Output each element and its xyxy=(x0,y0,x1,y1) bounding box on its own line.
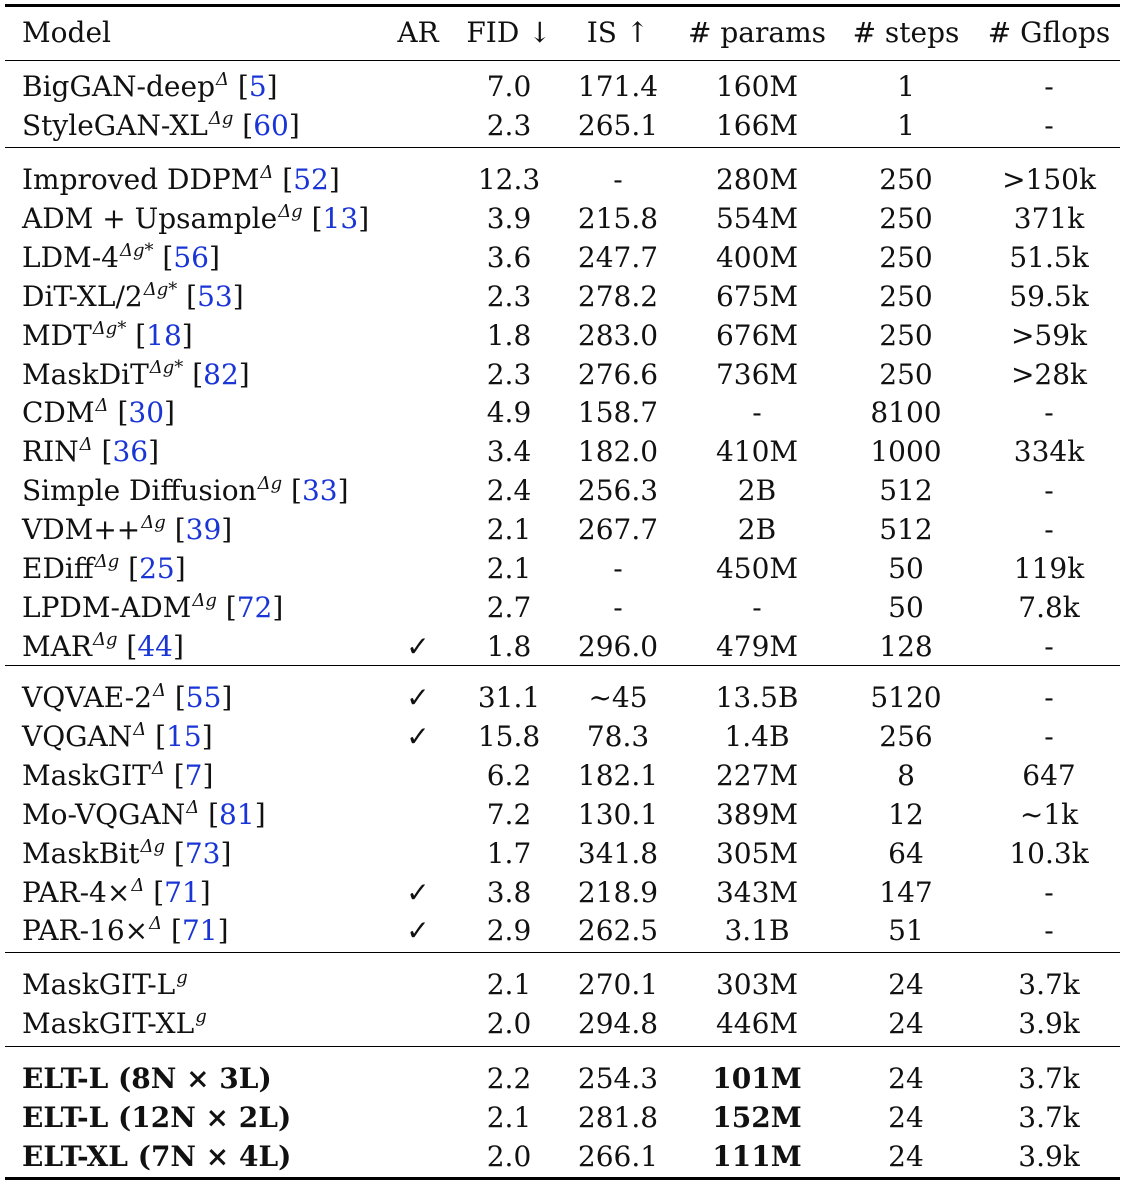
header-is: IS ↑ xyxy=(586,16,650,49)
group-rule xyxy=(5,1046,1120,1047)
is-cell: 281.8 xyxy=(577,1100,659,1134)
citation-link[interactable]: 33 xyxy=(301,474,338,508)
header-gflops: # Gflops xyxy=(987,16,1111,49)
table-row xyxy=(0,1098,1125,1137)
model-superscript: Δg* xyxy=(149,356,184,378)
steps-cell: 24 xyxy=(888,968,924,1001)
params-cell: 111M xyxy=(712,1139,802,1173)
model-name: CDM xyxy=(22,396,95,430)
model-name: Simple Diffusion xyxy=(22,474,257,508)
is-cell: 276.6 xyxy=(577,357,659,391)
model-name: ELT-L (12N × 2L) xyxy=(22,1100,292,1134)
header-model: Model xyxy=(22,16,111,49)
steps-cell: 50 xyxy=(888,590,924,624)
citation-link[interactable]: 18 xyxy=(146,318,182,352)
citation-link[interactable]: 15 xyxy=(166,719,202,753)
steps-cell: 1 xyxy=(897,108,915,142)
model-name-cell: LDM-$4^{\Delta g*}$ [56] xyxy=(22,239,220,274)
model-name: Improved DDPM xyxy=(22,163,260,196)
citation-link[interactable]: 7 xyxy=(184,758,203,792)
model-superscript: Δg xyxy=(92,628,118,650)
table-row xyxy=(0,316,1125,355)
model-name-cell xyxy=(22,1098,291,1137)
params-cell: 166M xyxy=(715,108,799,142)
model-superscript: Δg xyxy=(94,551,120,572)
table-row xyxy=(0,965,1125,1004)
fid-cell: 2.0 xyxy=(486,1139,532,1173)
model-name: MaskGIT-XL xyxy=(22,1006,195,1040)
gflops-cell: 334k xyxy=(1013,435,1085,469)
is-cell: 182.0 xyxy=(577,435,659,469)
steps-cell: 51 xyxy=(888,914,924,948)
model-superscript: Δg xyxy=(208,107,234,129)
model-superscript: Δg xyxy=(278,200,303,222)
model-name-cell: LPDM-$ADM^{\Delta g}$ [72] xyxy=(22,589,284,624)
group-rule xyxy=(5,665,1120,666)
table-row xyxy=(0,106,1125,145)
model-name: ADM + Upsample xyxy=(22,201,278,235)
gflops-cell: 3.9k xyxy=(1018,1006,1080,1040)
params-cell: 3.1B xyxy=(724,914,790,948)
table-row xyxy=(0,471,1125,510)
model-name-cell: DiT-$XL/2^{\Delta g*}$ [53] xyxy=(22,278,244,313)
model-name: MDT xyxy=(22,318,92,352)
params-cell: 410M xyxy=(715,435,799,469)
model-name: MAR xyxy=(22,629,92,663)
model-name: RIN xyxy=(22,435,79,469)
model-name-cell: VDM++$^{\Delta g}$ [39] xyxy=(22,512,233,547)
table-row xyxy=(0,588,1125,627)
table-row xyxy=(0,717,1125,756)
citation-link[interactable]: 72 xyxy=(236,590,273,624)
model-name-cell xyxy=(22,1004,207,1047)
table-row xyxy=(0,1004,1125,1043)
gflops-cell: 3.7k xyxy=(1018,1062,1080,1095)
model-name-cell: VQVAE-$2^\Delta$ [55] xyxy=(22,680,233,714)
model-superscript: g xyxy=(195,1005,207,1027)
gflops-cell: 59.5k xyxy=(1009,279,1089,313)
model-superscript: Δg* xyxy=(92,317,127,339)
model-superscript: Δg* xyxy=(143,278,178,300)
model-superscript: Δ xyxy=(151,757,165,779)
header-ar: AR xyxy=(397,16,439,49)
gflops-cell: - xyxy=(1044,875,1054,909)
fid-cell: 1.8 xyxy=(486,629,532,663)
model-superscript: Δ xyxy=(95,395,109,417)
gflops-cell: 7.8k xyxy=(1018,590,1080,624)
steps-cell: 250 xyxy=(879,240,933,274)
model-name-cell: $MAR^{\Delta g}$ [44] xyxy=(22,628,184,663)
params-cell: 2B xyxy=(737,474,777,508)
citation-link[interactable]: 5 xyxy=(248,70,267,103)
model-name: MaskGIT-L xyxy=(22,968,176,1001)
steps-cell: 8100 xyxy=(870,396,942,430)
model-name-cell: PAR-16×$^\Delta$ [71] xyxy=(22,913,229,948)
gflops-cell: 647 xyxy=(1022,758,1076,792)
params-cell: 2B xyxy=(737,513,777,547)
model-name-cell: $MDT^{\Delta g*}$ [18] xyxy=(22,317,193,352)
model-name-cell: $CDM^\Delta$ [30] xyxy=(22,395,175,430)
is-cell: ~45 xyxy=(588,681,648,714)
steps-cell: 250 xyxy=(879,201,933,235)
fid-cell: 2.1 xyxy=(486,552,532,585)
is-cell: 247.7 xyxy=(577,240,659,274)
model-name-cell: MaskBit$^{\Delta g}$ [73] xyxy=(22,835,232,870)
table-row xyxy=(0,1059,1125,1098)
group-rule xyxy=(5,952,1120,953)
params-cell: 343M xyxy=(715,875,799,909)
model-name-cell: Improved $DDPM^\Delta$ [52] xyxy=(22,162,340,196)
citation-link[interactable]: 71 xyxy=(164,875,200,909)
gflops-cell: 371k xyxy=(1013,201,1085,235)
table-row xyxy=(0,1137,1125,1176)
gflops-cell: >28k xyxy=(1010,357,1088,391)
group-rule xyxy=(5,147,1120,148)
table-row xyxy=(0,432,1125,471)
is-cell: 78.3 xyxy=(586,719,650,753)
steps-cell: 147 xyxy=(879,875,933,909)
ar-cell: ✓ xyxy=(406,719,430,753)
steps-cell: 1 xyxy=(897,70,915,103)
gflops-cell: - xyxy=(1044,474,1054,508)
is-cell: - xyxy=(613,552,623,585)
gflops-cell: 119k xyxy=(1013,552,1085,585)
params-cell: 13.5B xyxy=(715,681,799,714)
fid-cell: 6.2 xyxy=(486,758,532,792)
params-cell: - xyxy=(752,396,762,430)
model-name: LDM-4 xyxy=(22,240,119,274)
header-params: # params xyxy=(688,16,826,49)
citation-link[interactable]: 82 xyxy=(203,357,239,391)
is-cell: 158.7 xyxy=(577,396,659,430)
model-superscript: g xyxy=(176,967,188,988)
fid-cell: 7.2 xyxy=(486,797,532,831)
params-cell: 479M xyxy=(715,629,799,663)
model-name-cell: Simple Diffusion$^{\Delta g}$ [33] xyxy=(22,473,349,508)
model-name: EDiff xyxy=(22,552,94,585)
is-cell: 254.3 xyxy=(577,1062,659,1095)
is-cell: 283.0 xyxy=(577,318,659,352)
model-superscript: Δ xyxy=(79,434,93,456)
is-cell: 215.8 xyxy=(577,201,659,235)
header-row xyxy=(0,13,1125,52)
gflops-cell: 3.7k xyxy=(1018,968,1080,1001)
model-name: VDM++ xyxy=(22,513,141,547)
params-cell: 450M xyxy=(715,552,799,585)
table-row xyxy=(0,510,1125,549)
steps-cell: 1000 xyxy=(870,435,942,469)
is-cell: 294.8 xyxy=(577,1006,659,1040)
table-row xyxy=(0,67,1125,106)
model-name-cell: MaskGIT$^\Delta$ [7] xyxy=(22,757,214,792)
table-row xyxy=(0,678,1125,717)
gflops-cell: >59k xyxy=(1010,318,1088,352)
citation-link[interactable]: 71 xyxy=(181,914,218,948)
table-row xyxy=(0,873,1125,912)
gflops-cell: - xyxy=(1044,629,1054,663)
params-cell: 736M xyxy=(715,357,799,391)
citation-link[interactable]: 81 xyxy=(219,797,255,831)
params-cell: 389M xyxy=(715,797,799,831)
is-cell: 296.0 xyxy=(577,629,659,663)
fid-cell: 3.6 xyxy=(486,240,532,274)
model-name: PAR-16× xyxy=(22,914,149,948)
gflops-cell: - xyxy=(1044,719,1054,753)
fid-cell: 7.0 xyxy=(486,70,532,103)
is-cell: 278.2 xyxy=(577,279,659,313)
model-superscript: Δ xyxy=(186,796,200,818)
steps-cell: 5120 xyxy=(870,681,942,714)
table-row xyxy=(0,795,1125,834)
model-name: MaskBit xyxy=(22,836,140,870)
model-name: VQGAN xyxy=(22,719,133,753)
model-superscript: Δ xyxy=(133,718,147,740)
model-name-cell: MaskDiT$^{\Delta g*}$ [82] xyxy=(22,356,250,391)
citation-link[interactable]: 25 xyxy=(139,552,175,585)
ar-cell: ✓ xyxy=(406,681,430,714)
model-name: ELT-XL (7N × 4L) xyxy=(22,1139,292,1173)
bottom-rule xyxy=(5,1177,1120,1180)
gflops-cell: ~1k xyxy=(1019,797,1079,831)
model-name: StyleGAN-XL xyxy=(22,108,208,142)
fid-cell: 2.2 xyxy=(486,1062,532,1095)
fid-cell: 2.7 xyxy=(486,590,532,624)
fid-cell: 4.9 xyxy=(486,396,532,430)
gflops-cell: - xyxy=(1044,681,1054,714)
fid-cell: 3.9 xyxy=(486,201,532,235)
steps-cell: 24 xyxy=(888,1100,924,1134)
steps-cell: 24 xyxy=(888,1062,924,1095)
model-name: LPDM-ADM xyxy=(22,590,192,624)
table-row xyxy=(0,277,1125,316)
steps-cell: 50 xyxy=(888,552,924,585)
params-cell: 152M xyxy=(712,1100,802,1134)
is-cell: 182.1 xyxy=(577,758,659,792)
params-cell: 227M xyxy=(715,758,799,792)
table-row xyxy=(0,355,1125,394)
gflops-cell: 51.5k xyxy=(1009,240,1089,274)
gflops-cell: - xyxy=(1044,914,1054,948)
model-name-cell: $RIN^\Delta$ [36] xyxy=(22,434,160,469)
table-row xyxy=(0,160,1125,199)
is-cell: - xyxy=(613,590,623,624)
citation-link[interactable]: 56 xyxy=(173,240,209,274)
params-cell: 400M xyxy=(715,240,799,274)
gflops-cell: 3.7k xyxy=(1018,1100,1080,1134)
citation-link[interactable]: 44 xyxy=(137,629,173,663)
steps-cell: 250 xyxy=(879,163,933,196)
model-superscript: Δg xyxy=(141,512,166,534)
fid-cell: 3.4 xyxy=(486,435,532,469)
model-name: ELT-L (8N × 3L) xyxy=(22,1062,272,1095)
gflops-cell: - xyxy=(1044,513,1054,547)
params-cell: 675M xyxy=(715,279,799,313)
model-name-cell: $VQGAN^\Delta$ [15] xyxy=(22,718,213,753)
is-cell: 265.1 xyxy=(577,108,659,142)
gflops-cell: - xyxy=(1044,108,1054,142)
fid-cell: 1.7 xyxy=(486,836,532,870)
citation-link[interactable]: 52 xyxy=(293,163,329,196)
steps-cell: 24 xyxy=(888,1139,924,1173)
table-row xyxy=(0,756,1125,795)
fid-cell: 2.3 xyxy=(486,279,532,313)
fid-cell: 2.1 xyxy=(486,968,532,1001)
model-name: VQVAE-2 xyxy=(22,681,152,714)
top-rule xyxy=(5,4,1120,7)
steps-cell: 128 xyxy=(879,629,933,663)
params-cell: 305M xyxy=(715,836,799,870)
gflops-cell: 3.9k xyxy=(1018,1139,1080,1173)
params-cell: 280M xyxy=(715,163,799,196)
citation-link[interactable]: 73 xyxy=(184,836,221,870)
model-name-cell xyxy=(22,1137,291,1176)
is-cell: 218.9 xyxy=(577,875,659,909)
table-row xyxy=(0,549,1125,588)
citation-link[interactable]: 36 xyxy=(112,435,149,469)
citation-link[interactable]: 53 xyxy=(197,279,233,313)
table-row xyxy=(0,238,1125,277)
model-name: MaskDiT xyxy=(22,357,149,391)
table-row xyxy=(0,627,1125,666)
fid-cell: 2.1 xyxy=(486,513,532,547)
model-name-cell: BigGAN-deep$^\Delta$ [5] xyxy=(22,69,278,103)
steps-cell: 250 xyxy=(879,357,933,391)
is-cell: 270.1 xyxy=(577,968,659,1001)
ar-cell: ✓ xyxy=(406,629,430,663)
is-cell: 256.3 xyxy=(577,474,659,508)
table-row xyxy=(0,834,1125,873)
model-name: BigGAN-deep xyxy=(22,70,215,103)
fid-cell: 31.1 xyxy=(477,681,541,714)
model-name-cell xyxy=(22,965,188,1008)
header-steps: # steps xyxy=(852,16,960,49)
fid-cell: 12.3 xyxy=(477,163,541,196)
gflops-cell: - xyxy=(1044,396,1054,430)
is-cell: 266.1 xyxy=(577,1139,659,1173)
model-superscript: Δ xyxy=(216,69,229,90)
table-row xyxy=(0,393,1125,432)
model-superscript: Δ xyxy=(149,913,163,935)
steps-cell: 512 xyxy=(879,474,933,508)
steps-cell: 256 xyxy=(879,719,933,753)
is-cell: 267.7 xyxy=(577,513,659,547)
ar-cell: ✓ xyxy=(406,914,430,948)
params-cell: 101M xyxy=(712,1062,802,1095)
steps-cell: 512 xyxy=(879,513,933,547)
model-superscript: Δ xyxy=(131,874,145,896)
model-name: PAR-4× xyxy=(22,875,131,909)
is-cell: 130.1 xyxy=(577,797,659,831)
model-superscript: Δ xyxy=(260,162,274,183)
fid-cell: 15.8 xyxy=(477,719,541,753)
is-cell: 341.8 xyxy=(577,836,659,870)
ar-cell: ✓ xyxy=(406,875,430,909)
params-cell: 676M xyxy=(715,318,799,352)
citation-link[interactable]: 30 xyxy=(128,396,165,430)
is-cell: - xyxy=(613,163,623,196)
fid-cell: 2.4 xyxy=(486,474,532,508)
params-cell: - xyxy=(752,590,762,624)
steps-cell: 250 xyxy=(879,318,933,352)
fid-cell: 3.8 xyxy=(486,875,532,909)
fid-cell: 2.3 xyxy=(486,357,532,391)
params-cell: 303M xyxy=(715,968,799,1001)
model-name-cell xyxy=(22,1059,272,1098)
gflops-cell: - xyxy=(1044,70,1054,103)
model-superscript: Δg* xyxy=(120,239,154,261)
model-name-cell: ADM + Upsample$^{\Delta g}$ [13] xyxy=(22,200,370,235)
steps-cell: 8 xyxy=(897,758,915,792)
model-name: MaskGIT xyxy=(22,758,151,792)
params-cell: 554M xyxy=(715,201,799,235)
citation-link[interactable]: 13 xyxy=(322,201,359,235)
fid-cell: 2.0 xyxy=(486,1006,532,1040)
model-name: Mo-VQGAN xyxy=(22,797,186,831)
gflops-cell: >150k xyxy=(1002,163,1096,196)
citation-link[interactable]: 60 xyxy=(253,108,289,142)
header-fid: FID ↓ xyxy=(466,16,552,49)
model-superscript: Δg xyxy=(257,473,283,495)
model-name-cell: PAR-4×$^\Delta$ [71] xyxy=(22,874,211,909)
model-superscript: Δ xyxy=(152,680,166,701)
model-superscript: Δg xyxy=(192,589,217,611)
model-name-cell: EDiff$^{\Delta g}$ [25] xyxy=(22,551,186,585)
model-superscript: Δg xyxy=(140,835,166,857)
header-rule xyxy=(5,60,1120,61)
steps-cell: 24 xyxy=(888,1006,924,1040)
table-row xyxy=(0,911,1125,950)
table-row xyxy=(0,199,1125,238)
fid-cell: 1.8 xyxy=(486,318,532,352)
params-cell: 1.4B xyxy=(724,719,790,753)
steps-cell: 12 xyxy=(888,797,924,831)
citation-link[interactable]: 55 xyxy=(185,681,222,714)
gflops-cell: 10.3k xyxy=(1009,836,1089,870)
is-cell: 171.4 xyxy=(577,70,659,103)
steps-cell: 250 xyxy=(879,279,933,313)
fid-cell: 2.1 xyxy=(486,1100,532,1134)
is-cell: 262.5 xyxy=(577,914,659,948)
params-cell: 446M xyxy=(715,1006,799,1040)
model-name-cell: StyleGAN-$XL^{\Delta g}$ [60] xyxy=(22,107,300,142)
citation-link[interactable]: 39 xyxy=(185,513,222,547)
fid-cell: 2.3 xyxy=(486,108,532,142)
steps-cell: 64 xyxy=(888,836,924,870)
model-name-cell: $Mo-VQGAN^\Delta$ [81] xyxy=(22,796,266,831)
params-cell: 160M xyxy=(715,70,799,103)
fid-cell: 2.9 xyxy=(486,914,532,948)
model-name: DiT-XL/2 xyxy=(22,279,143,313)
